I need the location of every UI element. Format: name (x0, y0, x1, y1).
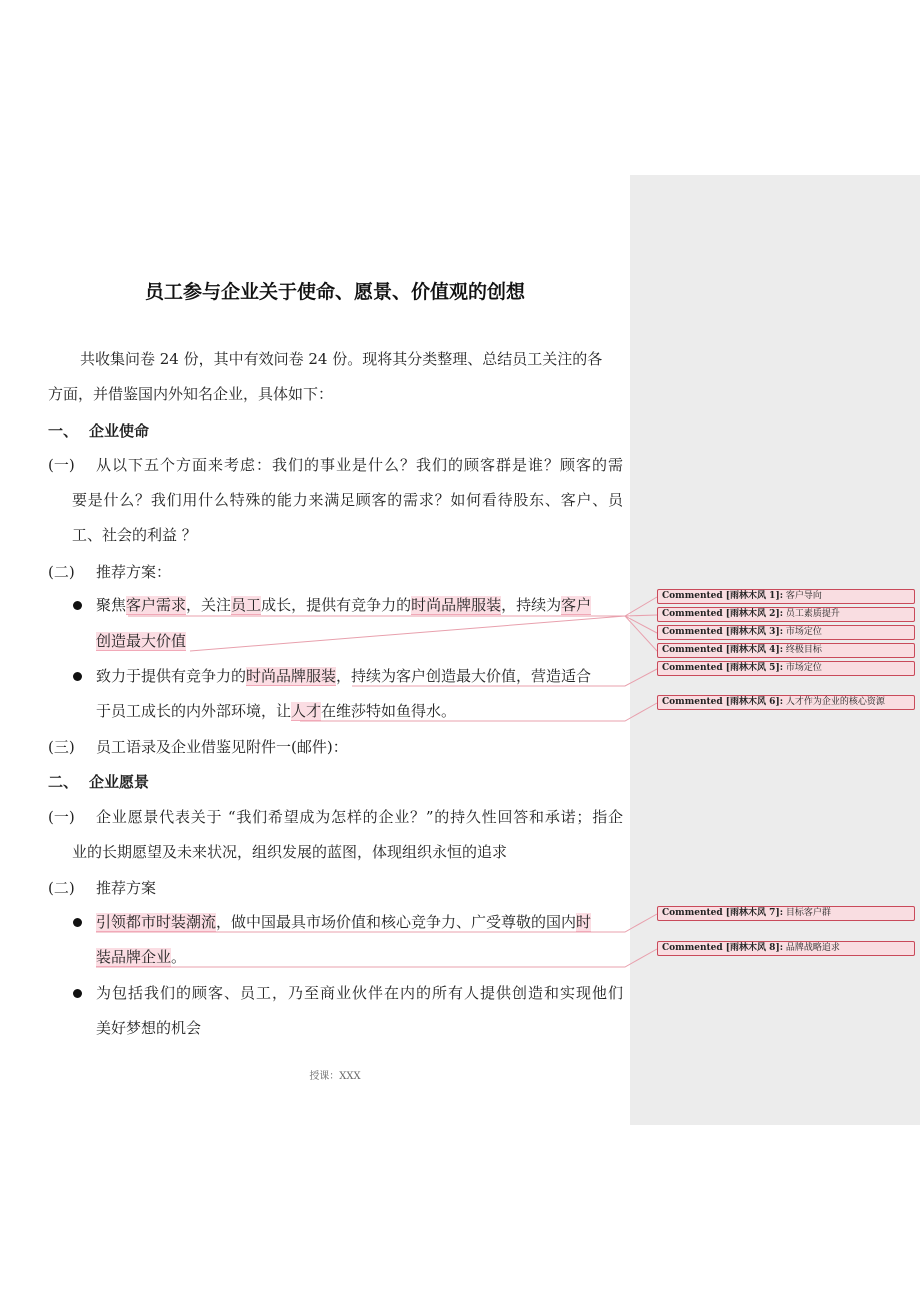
connector-line (190, 616, 657, 651)
page-footer: 授课：XXX (309, 1071, 361, 1082)
bullet-icon (73, 918, 82, 927)
item-1-3-number: (三) (48, 738, 75, 756)
document-title: 员工参与企业关于使命、愿景、价值观的创想 (144, 281, 525, 303)
item-2-2-number: (二) (48, 879, 75, 897)
section-2-heading: 企业愿景 (89, 773, 150, 791)
comment-anchor-8-cont[interactable]: 装品牌企业 (96, 948, 172, 966)
comment-label: Commented [雨林木风 5]: (662, 663, 784, 673)
comment-balloon-7[interactable] (657, 906, 915, 921)
comment-anchor-5[interactable]: 时尚品牌服装 (246, 667, 337, 685)
bullet-text: 。 (171, 948, 187, 966)
bullet-text: ，持续为 (501, 596, 562, 614)
comment-text: 市场定位 (785, 627, 822, 637)
bullet-text: 成长，提供有竞争力的 (261, 596, 412, 614)
comment-text: 市场定位 (785, 663, 822, 673)
item-2-2-text: 推荐方案 (96, 879, 157, 897)
comment-balloon-6[interactable] (657, 695, 915, 710)
bullet-1-1-line-2 (96, 630, 186, 652)
item-1-3-text: 员工语录及企业借鉴见附件一(邮件)： (96, 738, 348, 756)
intro-line-1: 共收集问卷 24 份，其中有效问卷 24 份。现将其分类整理、总结员工关注的各 (80, 350, 603, 368)
item-1-2-number: (二) (48, 563, 75, 581)
comment-anchor-7[interactable]: 引领都市时装潮流 (96, 913, 217, 931)
bullet-text: ，持续为客户创造最大价值，营造适合 (336, 667, 592, 685)
bullet-1-1-line-1 (96, 594, 591, 616)
comment-anchor-3[interactable]: 时尚品牌服装 (411, 596, 502, 614)
section-2-number: 二、 (48, 773, 79, 791)
bullet-text: 聚焦 (96, 596, 127, 614)
comment-balloon-4[interactable] (657, 643, 915, 658)
comment-label: Commented [雨林木风 4]: (662, 645, 784, 655)
bullet-text: ，做中国最具市场价值和核心竞争力、广受尊敬的国内 (216, 913, 577, 931)
comment-label: Commented [雨林木风 7]: (662, 908, 784, 918)
bullet-text: 致力于提供有竞争力的 (96, 667, 247, 685)
comment-anchor-4[interactable]: 客户 (561, 596, 592, 614)
bullet-icon (73, 672, 82, 681)
item-1-1-line-3: 工、社会的利益 ？ (72, 526, 197, 544)
bullet-icon (73, 989, 82, 998)
comment-label: Commented [雨林木风 1]: (662, 591, 784, 601)
comment-balloon-5[interactable] (657, 661, 915, 676)
bullet-2-1-line-2 (96, 946, 186, 968)
bullet-text: ，关注 (186, 596, 232, 614)
bullet-icon (73, 601, 82, 610)
comment-balloon-3[interactable] (657, 625, 915, 640)
comment-label: Commented [雨林木风 2]: (662, 609, 784, 619)
comment-label: Commented [雨林木风 8]: (662, 943, 784, 953)
bullet-2-2-line-1: 为包括我们的顾客、员工，乃至商业伙伴在内的所有人提供创造和实现他们 (96, 984, 623, 1002)
bullet-2-1-line-1 (96, 911, 591, 933)
comment-balloon-2[interactable] (657, 607, 915, 622)
comment-text: 人才作为企业的核心资源 (785, 697, 885, 707)
item-2-1-line-1: 企业愿景代表关于 “我们希望成为怎样的企业？”的持久性回答和承诺；指企 (96, 808, 623, 826)
item-1-1-line-2: 要是什么？我们用什么特殊的能力来满足顾客的需求？如何看待股东、客户、员 (72, 491, 623, 509)
item-2-1-line-2: 业的长期愿望及未来状况，组织发展的蓝图，体现组织永恒的追求 (72, 843, 508, 861)
item-1-1-line-1: 从以下五个方面来考虑：我们的事业是什么？我们的顾客群是谁？顾客的需 (96, 456, 623, 474)
item-1-1-number: (一) (48, 456, 75, 474)
item-1-2-text: 推荐方案： (96, 563, 172, 581)
comment-label: Commented [雨林木风 6]: (662, 697, 784, 707)
comment-balloon-8[interactable] (657, 941, 915, 956)
comment-text: 终极目标 (785, 645, 822, 655)
section-1-number: 一、 (48, 422, 79, 440)
connector-line (430, 616, 657, 633)
comment-text: 员工素质提升 (785, 609, 840, 619)
comment-balloon-1[interactable] (657, 589, 915, 604)
comment-text: 目标客户群 (785, 908, 831, 918)
comment-anchor-8[interactable]: 时 (576, 913, 592, 931)
comment-text: 品牌战略追求 (785, 943, 840, 953)
section-1-heading: 企业使命 (89, 422, 150, 440)
comment-anchor-6[interactable]: 人才 (291, 702, 322, 720)
comment-anchor-1[interactable]: 客户需求 (126, 596, 187, 614)
comment-text: 客户导向 (785, 591, 822, 601)
comment-anchor-4-cont[interactable]: 创造最大价值 (96, 632, 187, 650)
bullet-1-2-line-1 (96, 665, 591, 687)
bullet-text: 在维莎特如鱼得水。 (321, 702, 457, 720)
bullet-2-2-line-2: 美好梦想的机会 (96, 1019, 202, 1037)
comment-anchor-2[interactable]: 员工 (231, 596, 262, 614)
bullet-text: 于员工成长的内外部环境，让 (96, 702, 292, 720)
bullet-1-2-line-2 (96, 700, 456, 722)
item-2-1-number: (一) (48, 808, 75, 826)
comment-label: Commented [雨林木风 3]: (662, 627, 784, 637)
intro-line-2: 方面，并借鉴国内外知名企业，具体如下： (48, 385, 334, 403)
